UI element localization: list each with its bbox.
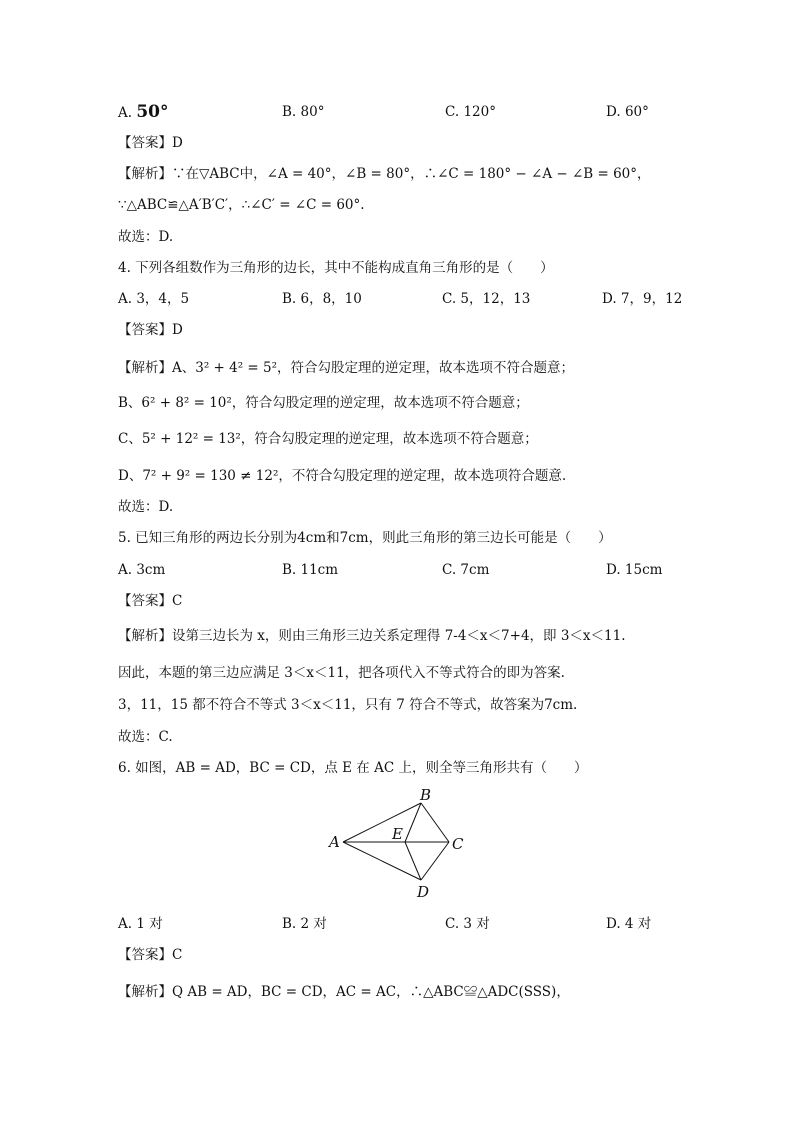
q5-option-d: D. 15cm (606, 562, 663, 578)
label-c: C (452, 835, 464, 853)
q6-option-a: A. 1 对 (118, 916, 163, 932)
q5-analysis-line1: 【解析】设第三边长为 x，则由三角形三边关系定理得 7-4＜x＜7+4，即 3＜x＜11. (118, 628, 626, 644)
segment-ad (343, 842, 421, 880)
q6-stem: 6. 如图，AB = AD，BC = CD，点 E 在 AC 上，则全等三角形共有（ ） (118, 760, 588, 776)
label-d: D (417, 883, 430, 901)
q5-stem: 5. 已知三角形的两边长分别为4cm和7cm，则此三角形的第三边长可能是（ ） (118, 530, 612, 546)
q6-analysis-line1: 【解析】Q AB = AD，BC = CD，AC = AC，∴△ABC≌△ADC(SSS)， (118, 984, 570, 1000)
q4-answer: 【答案】D (118, 322, 183, 338)
q3-conclusion: 故选：D. (118, 229, 174, 245)
q6-answer: 【答案】C (118, 947, 183, 963)
q3-option-d (606, 103, 649, 121)
q4-option-d: D. 7，9，12 (602, 291, 683, 307)
q5-option-c: C. 7cm (442, 562, 490, 578)
segment-eb (405, 803, 421, 842)
segment-bc (421, 803, 449, 842)
q4-analysis-line3: C、5² + 12² = 13²，符合勾股定理的逆定理，故本选项不符合题意； (118, 431, 538, 447)
option-letter: C. (445, 104, 460, 120)
q4-analysis-line1: 【解析】A、3² + 4² = 5²，符合勾股定理的逆定理，故本选项不符合题意； (118, 360, 575, 376)
geometry-figure (325, 785, 475, 903)
q6-option-b: B. 2 对 (282, 916, 327, 932)
option-letter: A. (118, 105, 133, 121)
q5-conclusion: 故选：C. (118, 729, 173, 745)
label-b: B (420, 786, 432, 804)
q4-analysis-line2: B、6² + 8² = 10²，符合勾股定理的逆定理，故本选项不符合题意； (118, 395, 529, 411)
segment-ab (343, 803, 421, 842)
option-text: 80° (300, 104, 325, 120)
q5-answer: 【答案】C (118, 593, 183, 609)
option-text: 60° (624, 104, 649, 120)
q6-option-d: D. 4 对 (606, 916, 652, 932)
q3-option-a (118, 103, 169, 122)
q4-analysis-line4: D、7² + 9² = 130 ≠ 12²，不符合勾股定理的逆定理，故本选项符合题意. (118, 468, 567, 484)
q3-option-c (445, 103, 496, 121)
q3-option-b (282, 103, 324, 121)
q4-stem: 4. 下列各组数作为三角形的边长，其中不能构成直角三角形的是（ ） (118, 260, 554, 276)
q4-option-b: B. 6，8，10 (282, 291, 362, 307)
q4-conclusion: 故选：D. (118, 499, 174, 515)
segment-dc (421, 842, 449, 880)
option-text: 50° (136, 102, 169, 122)
q6-option-c: C. 3 对 (445, 916, 490, 932)
label-a: A (329, 833, 340, 851)
q4-option-c: C. 5，12，13 (442, 291, 531, 307)
option-text: 120° (463, 104, 496, 120)
q5-analysis-line3: 3，11，15 都不符合不等式 3＜x＜11，只有 7 符合不等式，故答案为7cm. (118, 697, 578, 713)
q5-option-b: B. 11cm (282, 562, 339, 578)
q3-answer: 【答案】D (118, 135, 183, 151)
option-letter: B. (282, 104, 297, 120)
q5-analysis-line2: 因此，本题的第三边应满足 3＜x＜11，把各项代入不等式符合的即为答案. (118, 665, 565, 681)
q3-analysis-line2: ∵△ABC≌△A′B′C′，∴∠C′ = ∠C = 60°. (118, 197, 365, 213)
q5-option-a: A. 3cm (118, 562, 166, 578)
q4-option-a: A. 3，4，5 (118, 291, 190, 307)
q3-analysis-line1: 【解析】∵在▽ABC中，∠A = 40°，∠B = 80°，∴∠C = 180° − ∠A − ∠B = 60°， (118, 166, 651, 182)
option-letter: D. (606, 104, 621, 120)
label-e: E (392, 825, 403, 843)
segment-ed (405, 842, 421, 880)
